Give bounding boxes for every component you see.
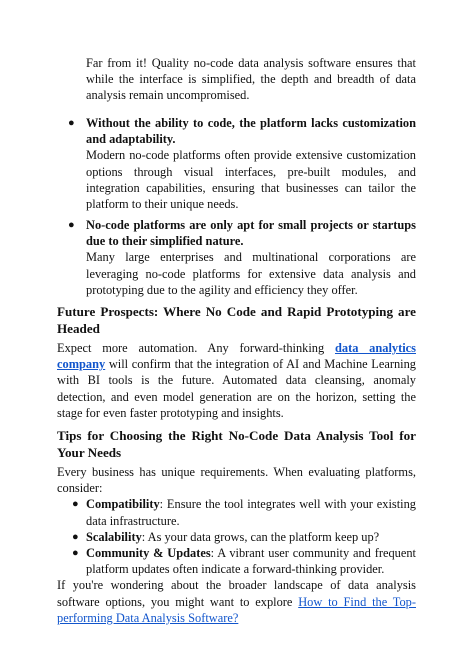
future-text-before: Expect more automation. Any forward-thinking xyxy=(57,341,335,355)
tip-term: Community & Updates xyxy=(86,546,211,561)
myth-heading: Without the ability to code, the platform lacks customization and adaptability. xyxy=(86,116,416,147)
tip-desc: : A vibrant user community and frequent platform updates often indicate a forward-thinking provider. xyxy=(86,546,416,577)
tips-list xyxy=(72,496,416,577)
tips-list-item xyxy=(72,545,416,577)
myth-body: Many large enterprises and multinational corporations are leveraging no-code platforms for extensive data analysis and prototyping due to the agility and efficiency they offer. xyxy=(86,250,416,297)
tips-list-text xyxy=(86,545,416,577)
bullet-icon: ● xyxy=(68,219,75,231)
future-text-after: will confirm that the integration of AI and Machine Learning with BI tools is the future. Automated data cleansing, anomaly detection, and even model generation are on the horizon, setting the stage for even faster prototyping and insights. xyxy=(57,357,416,420)
tips-closing-text: If you're wondering about the broader landscape of data analysis software options, you might want to explore xyxy=(57,578,416,609)
tip-term: Scalability xyxy=(86,529,142,544)
bullet-icon: ● xyxy=(68,117,75,129)
top-performing-software-link[interactable]: How to Find the Top-performing Data Analysis Software? xyxy=(57,594,416,625)
myth-content xyxy=(86,115,416,212)
myth-body: Modern no-code platforms often provide extensive customization options through visual interfaces, pre-built modules, and integration capabilities, ensuring that businesses can tailor the platform to their unique needs. xyxy=(86,148,416,212)
tip-desc: : Ensure the tool integrates well with your existing data infrastructure. xyxy=(86,497,416,528)
tips-closing-paragraph xyxy=(57,577,416,626)
bullet-icon: ● xyxy=(72,498,79,511)
tips-heading: Tips for Choosing the Right No-Code Data Analysis Tool for Your Needs xyxy=(57,428,416,460)
future-heading: Future Prospects: Where No Code and Rapid Prototyping are Headed xyxy=(57,304,416,336)
tips-list-item xyxy=(72,496,416,528)
tips-list-item xyxy=(72,529,416,545)
tips-intro: Every business has unique requirements. When evaluating platforms, consider: xyxy=(57,465,416,496)
tips-list-text xyxy=(86,496,416,528)
future-section xyxy=(57,303,416,421)
tip-desc: : As your data grows, can the platform keep up? xyxy=(141,529,380,544)
data-analytics-company-link[interactable]: data analytics company xyxy=(57,341,416,372)
myth-content xyxy=(86,217,416,298)
tips-section xyxy=(57,427,416,626)
future-paragraph xyxy=(57,340,416,421)
tip-term: Compatibility xyxy=(86,497,160,512)
bullet-icon: ● xyxy=(72,547,79,560)
intro-paragraph-block xyxy=(86,55,416,104)
intro-paragraph: Far from it! Quality no-code data analysis software ensures that while the interface is simplified, the depth and breadth of data analysis remain uncompromised. xyxy=(86,56,416,103)
bullet-icon: ● xyxy=(72,530,79,543)
tips-list-text xyxy=(86,529,416,545)
myth-heading: No-code platforms are only apt for small projects or startups due to their simplified nature. xyxy=(86,218,416,249)
